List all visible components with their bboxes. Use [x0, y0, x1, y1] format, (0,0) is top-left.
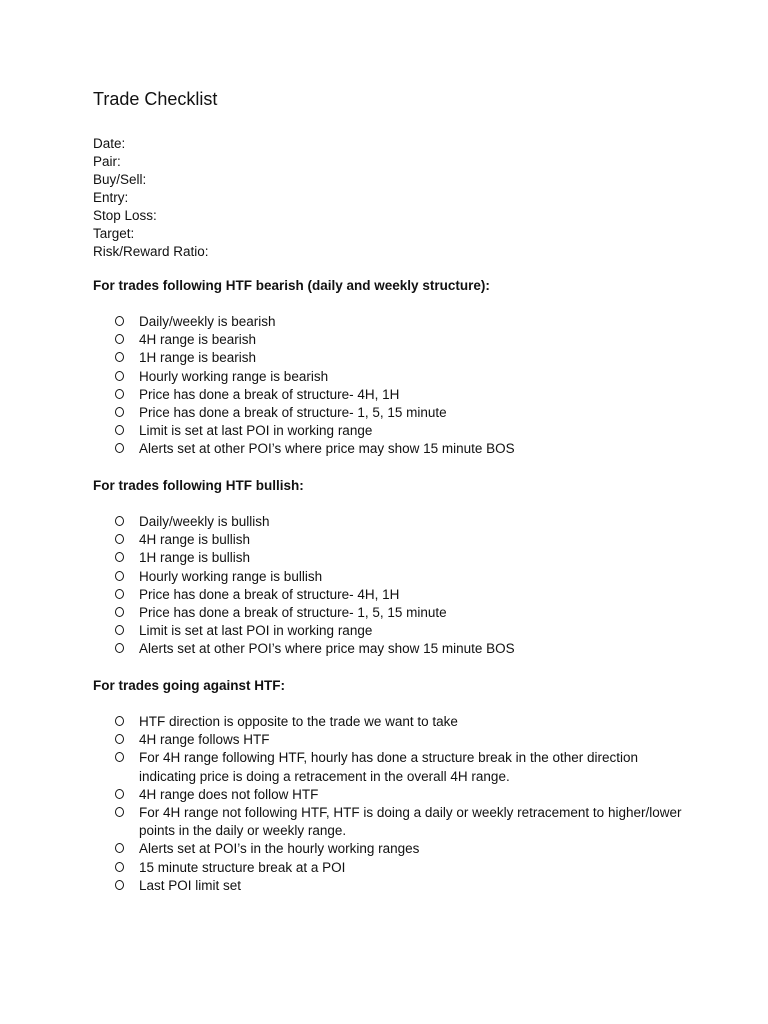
list-item	[93, 313, 693, 331]
list-item	[93, 622, 693, 640]
circle-bullet-icon	[115, 880, 124, 890]
circle-bullet-icon	[115, 443, 124, 453]
list-item-text: Alerts set at other POI’s where price may show 15 minute BOS	[139, 641, 515, 657]
circle-bullet-icon	[115, 734, 124, 744]
circle-bullet-icon	[115, 643, 124, 653]
trade-fields	[93, 135, 209, 261]
list-item	[93, 640, 693, 658]
list-item-text: Alerts set at other POI’s where price may show 15 minute BOS	[139, 441, 515, 457]
circle-bullet-icon	[115, 625, 124, 635]
list-item	[93, 422, 693, 440]
list-item	[93, 513, 693, 531]
list-item	[93, 859, 693, 877]
list-item-text: For 4H range not following HTF, HTF is doing a daily or weekly retracement to higher/lower points in the daily or weekly range.	[139, 805, 682, 839]
list-item-text: For 4H range following HTF, hourly has done a structure break in the other direction indicating price is doing a retracement in the overall 4H range.	[139, 750, 639, 784]
circle-bullet-icon	[115, 862, 124, 872]
list-item	[93, 731, 693, 749]
circle-bullet-icon	[115, 516, 124, 526]
list-item-text: 1H range is bearish	[139, 350, 257, 366]
section-heading-bullish: For trades following HTF bullish:	[93, 478, 304, 493]
list-item	[93, 404, 693, 422]
list-item	[93, 531, 693, 549]
list-item-text: 4H range follows HTF	[139, 732, 270, 748]
field-date: Date:	[93, 136, 126, 151]
circle-bullet-icon	[115, 571, 124, 581]
list-item	[93, 331, 693, 349]
field-risk-reward: Risk/Reward Ratio:	[93, 244, 209, 259]
list-item	[93, 804, 693, 840]
circle-bullet-icon	[115, 552, 124, 562]
circle-bullet-icon	[115, 371, 124, 381]
circle-bullet-icon	[115, 534, 124, 544]
list-item	[93, 586, 693, 604]
checklist-bearish	[93, 313, 693, 459]
list-item-text: Daily/weekly is bullish	[139, 514, 270, 529]
circle-bullet-icon	[115, 843, 124, 853]
list-item-text: Alerts set at POI’s in the hourly working ranges	[139, 841, 420, 857]
circle-bullet-icon	[115, 716, 124, 726]
list-item	[93, 604, 693, 622]
circle-bullet-icon	[115, 607, 124, 617]
list-item-text: HTF direction is opposite to the trade we want to take	[139, 714, 458, 729]
list-item	[93, 568, 693, 586]
list-item-text: 4H range is bearish	[139, 332, 257, 348]
list-item	[93, 749, 693, 785]
section-heading-against-htf: For trades going against HTF:	[93, 678, 286, 693]
list-item-text: 15 minute structure break at a POI	[139, 859, 346, 875]
circle-bullet-icon	[115, 752, 124, 762]
list-item	[93, 549, 693, 567]
circle-bullet-icon	[115, 589, 124, 599]
list-item-text: 4H range is bullish	[139, 532, 251, 548]
list-item-text: Limit is set at last POI in working range	[139, 423, 373, 439]
list-item	[93, 713, 693, 731]
section-heading-bearish: For trades following HTF bearish (daily and weekly structure):	[93, 278, 490, 293]
circle-bullet-icon	[115, 407, 124, 417]
checklist-bullish	[93, 513, 693, 659]
list-item-text: 4H range does not follow HTF	[139, 786, 319, 802]
circle-bullet-icon	[115, 389, 124, 399]
list-item-text: Hourly working range is bullish	[139, 568, 323, 584]
list-item-text: Hourly working range is bearish	[139, 368, 329, 384]
list-item	[93, 840, 693, 858]
checklist-against-htf	[93, 713, 693, 895]
list-item-text: Price has done a break of structure- 4H, 1H	[139, 386, 400, 402]
list-item-text: 1H range is bullish	[139, 550, 251, 566]
field-stop-loss: Stop Loss:	[93, 208, 157, 223]
circle-bullet-icon	[115, 807, 124, 817]
list-item-text: Limit is set at last POI in working range	[139, 623, 373, 639]
list-item	[93, 440, 693, 458]
list-item	[93, 368, 693, 386]
circle-bullet-icon	[115, 352, 124, 362]
field-target: Target:	[93, 226, 135, 241]
list-item-text: Price has done a break of structure- 1, 5, 15 minute	[139, 405, 447, 421]
circle-bullet-icon	[115, 316, 124, 326]
list-item	[93, 349, 693, 367]
circle-bullet-icon	[115, 789, 124, 799]
field-entry: Entry:	[93, 190, 129, 205]
field-buy-sell: Buy/Sell:	[93, 172, 147, 187]
list-item-text: Last POI limit set	[139, 877, 242, 893]
page-title: Trade Checklist	[93, 89, 218, 109]
list-item	[93, 386, 693, 404]
circle-bullet-icon	[115, 334, 124, 344]
list-item-text: Daily/weekly is bearish	[139, 314, 276, 329]
list-item-text: Price has done a break of structure- 4H, 1H	[139, 586, 400, 602]
circle-bullet-icon	[115, 425, 124, 435]
list-item	[93, 786, 693, 804]
field-pair: Pair:	[93, 154, 121, 169]
list-item-text: Price has done a break of structure- 1, 5, 15 minute	[139, 605, 447, 621]
list-item	[93, 877, 693, 895]
